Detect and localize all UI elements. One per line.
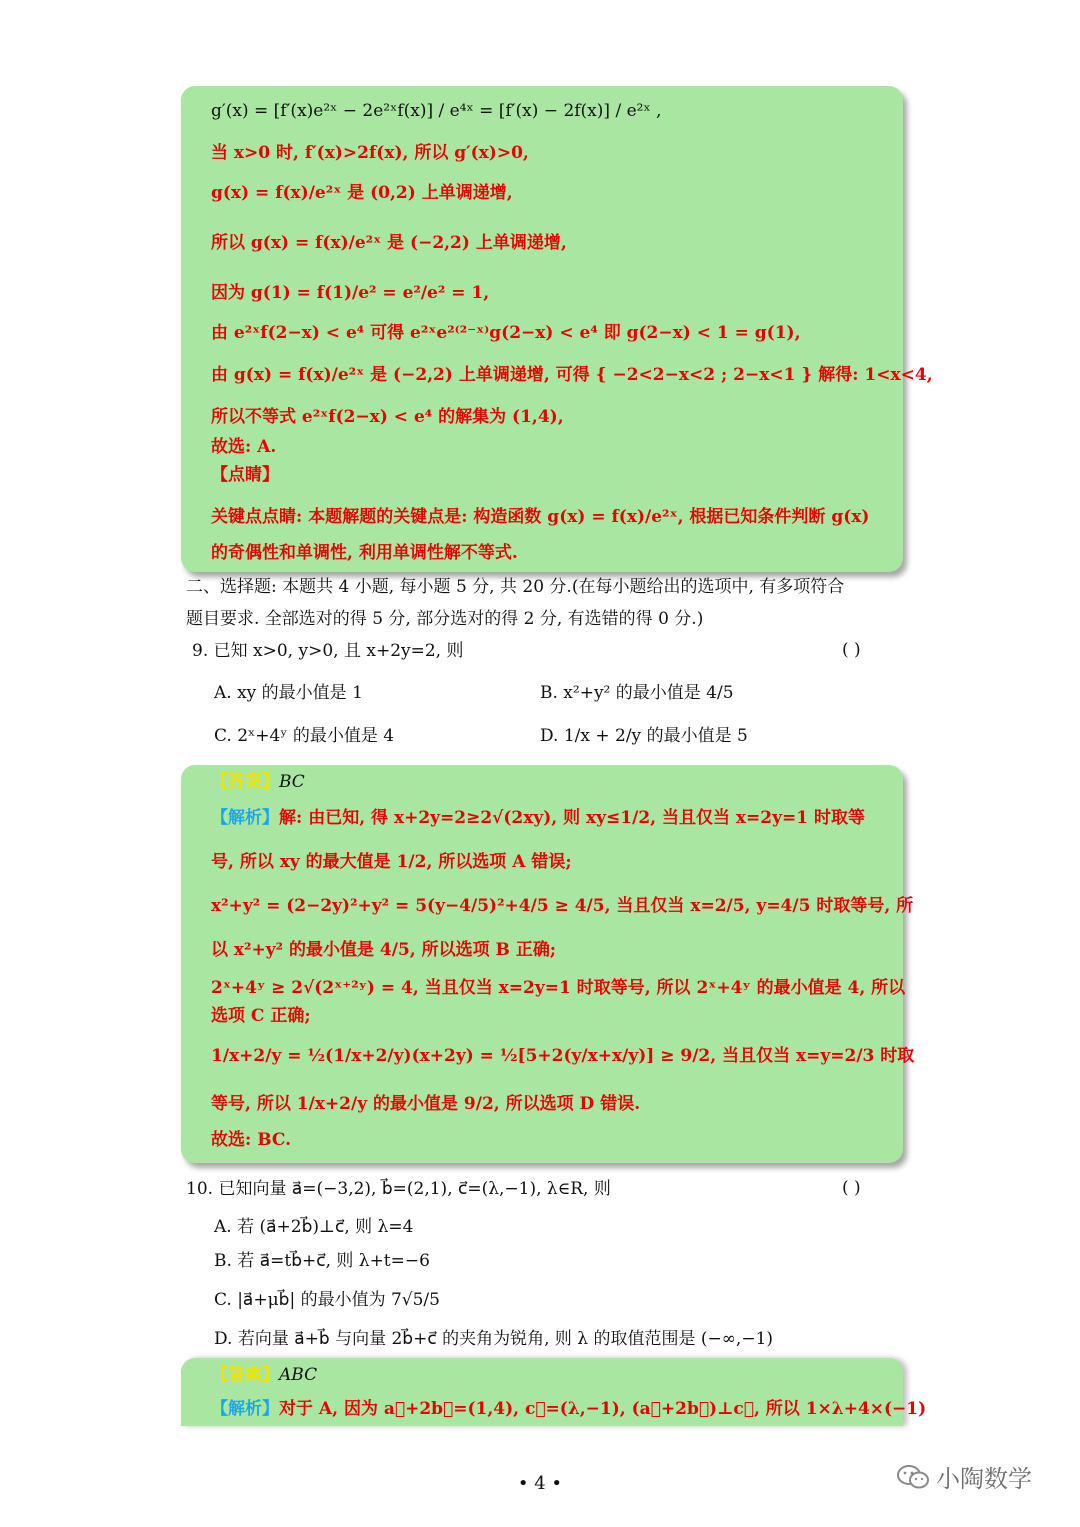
solution-line: x²+y² = (2−2y)²+y² = 5(y−4/5)²+4/5 ≥ 4/5, 当且仅当 x=2/5, y=4/5 时取等号, 所 — [211, 896, 914, 916]
question-10-stem: 10. 已知向量 a⃗=(−3,2), b⃗=(2,1), c⃗=(λ,−1), λ∈R, 则 — [186, 1179, 611, 1199]
solution-line: 选项 C 正确; — [211, 1006, 311, 1026]
question-10-option-c: C. |a⃗+μb⃗| 的最小值为 7√5/5 — [214, 1290, 440, 1310]
answer-blank: ( ) — [842, 1178, 861, 1198]
section-header-line2: 题目要求. 全部选对的得 5 分, 部分选对的得 2 分, 有选错的得 0 分.) — [186, 609, 704, 629]
solution-line: 号, 所以 xy 的最大值是 1/2, 所以选项 A 错误; — [211, 852, 572, 872]
solution-line: 故选: A. — [211, 437, 277, 457]
watermark-text: 小陶数学 — [936, 1465, 1032, 1493]
page-number: • 4 • — [517, 1473, 563, 1494]
solution-line: 对于 A, 因为 a⃗+2b⃗=(1,4), c⃗=(λ,−1), (a⃗+2b⃗)⊥c⃗, 所以 1×λ+4×(−1) — [279, 1399, 927, 1419]
answer-tag: 【答案】 — [211, 1365, 279, 1385]
question-9-option-c: C. 2ˣ+4ʸ 的最小值是 4 — [214, 726, 395, 746]
solution-box-2 — [181, 765, 915, 1163]
answer-tag: 【答案】 — [211, 772, 279, 792]
solution-line: g(x) = f(x)/e²ˣ 是 (0,2) 上单调递增, — [211, 183, 513, 203]
solution-line: 故选: BC. — [211, 1130, 292, 1150]
answer-row — [211, 1364, 895, 1386]
question-10-option-d: D. 若向量 a⃗+b⃗ 与向量 2b⃗+c⃗ 的夹角为锐角, 则 λ 的取值范围是 (−∞,−1) — [214, 1329, 774, 1349]
question-9-option-a: A. xy 的最小值是 1 — [214, 683, 363, 703]
solution-line: 所以 g(x) = f(x)/e²ˣ 是 (−2,2) 上单调递增, — [211, 233, 567, 253]
solution-box-3 — [181, 1358, 927, 1426]
question-9-option-d: D. 1/x + 2/y 的最小值是 5 — [540, 726, 748, 746]
watermark — [896, 1459, 1032, 1494]
solution-line: 所以不等式 e²ˣf(2−x) < e⁴ 的解集为 (1,4), — [211, 407, 564, 427]
answer-row — [211, 771, 895, 793]
solution-line: 2ˣ+4ʸ ≥ 2√(2ˣ⁺²ʸ) = 4, 当且仅当 x=2y=1 时取等号, 所以 2ˣ+4ʸ 的最小值是 4, 所以 — [211, 978, 906, 998]
question-9-option-b: B. x²+y² 的最小值是 4/5 — [540, 683, 734, 703]
remark-tag: 【点睛】 — [211, 465, 279, 485]
question-10-option-b: B. 若 a⃗=tb⃗+c⃗, 则 λ+t=−6 — [214, 1251, 430, 1271]
solution-line: 等号, 所以 1/x+2/y 的最小值是 9/2, 所以选项 D 错误. — [211, 1094, 641, 1114]
answer-value: BC — [279, 772, 305, 792]
answer-blank: ( ) — [842, 640, 861, 660]
solution-box-1 — [181, 86, 933, 572]
solution-line: 因为 g(1) = f(1)/e² = e²/e² = 1, — [211, 283, 490, 303]
analysis-row — [211, 807, 895, 829]
solution-line: g′(x) = [f′(x)e²ˣ − 2e²ˣf(x)] / e⁴ˣ = [f′(x) − 2f(x)] / e²ˣ , — [211, 101, 662, 121]
answer-value: ABC — [279, 1365, 318, 1385]
solution-line: 由 g(x) = f(x)/e²ˣ 是 (−2,2) 上单调递增, 可得 { −2<2−x<2 ; 2−x<1 } 解得: 1<x<4, — [211, 365, 933, 385]
analysis-tag: 【解析】 — [211, 808, 279, 828]
question-9-stem: 9. 已知 x>0, y>0, 且 x+2y=2, 则 — [192, 641, 464, 661]
solution-line: 的奇偶性和单调性, 利用单调性解不等式. — [211, 543, 518, 563]
solution-line: 以 x²+y² 的最小值是 4/5, 所以选项 B 正确; — [211, 940, 557, 960]
solution-line: 解: 由已知, 得 x+2y=2≥2√(2xy), 则 xy≤1/2, 当且仅当 x=2y=1 时取等 — [279, 808, 865, 828]
analysis-tag: 【解析】 — [211, 1399, 279, 1419]
question-10-option-a: A. 若 (a⃗+2b⃗)⊥c⃗, 则 λ=4 — [214, 1217, 414, 1237]
analysis-row — [211, 1398, 927, 1420]
section-header-line1: 二、选择题: 本题共 4 小题, 每小题 5 分, 共 20 分.(在每小题给出的选项中, 有多项符合 — [186, 577, 845, 597]
wechat-icon — [896, 1463, 930, 1491]
solution-line: 由 e²ˣf(2−x) < e⁴ 可得 e²ˣe²⁽²⁻ˣ⁾g(2−x) < e⁴ 即 g(2−x) < 1 = g(1), — [211, 323, 801, 343]
solution-line: 1/x+2/y = ½(1/x+2/y)(x+2y) = ½[5+2(y/x+x/y)] ≥ 9/2, 当且仅当 x=y=2/3 时取 — [211, 1046, 915, 1066]
solution-line: 当 x>0 时, f′(x)>2f(x), 所以 g′(x)>0, — [211, 143, 529, 163]
solution-line: 关键点点睛: 本题解题的关键点是: 构造函数 g(x) = f(x)/e²ˣ, 根据已知条件判断 g(x) — [211, 507, 870, 527]
